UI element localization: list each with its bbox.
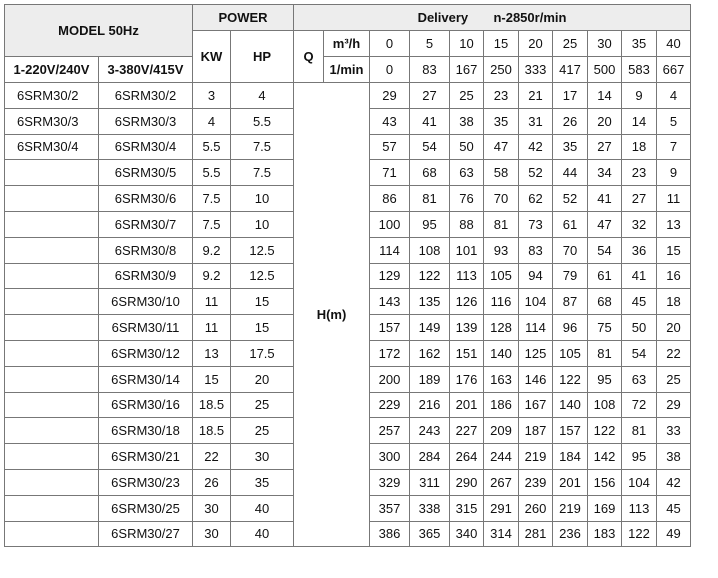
- head-value-cell: 113: [622, 495, 657, 521]
- hp-cell: 25: [231, 392, 294, 418]
- head-value-cell: 239: [519, 469, 553, 495]
- hp-cell: 7.5: [231, 134, 294, 160]
- kw-cell: 26: [193, 469, 231, 495]
- head-value-cell: 47: [588, 211, 622, 237]
- hp-cell: 7.5: [231, 160, 294, 186]
- head-value-cell: 54: [622, 340, 657, 366]
- model-3phase-cell: 6SRM30/2: [99, 83, 193, 109]
- head-value-cell: 314: [484, 521, 519, 547]
- head-value-cell: 25: [657, 366, 691, 392]
- head-value-cell: 243: [410, 418, 450, 444]
- hp-cell: 10: [231, 211, 294, 237]
- head-value-cell: 62: [519, 186, 553, 212]
- head-value-cell: 54: [588, 237, 622, 263]
- model-1phase-cell: [5, 392, 99, 418]
- head-value-cell: 72: [622, 392, 657, 418]
- hp-cell: 35: [231, 469, 294, 495]
- head-value-cell: 43: [370, 108, 410, 134]
- model-3phase-cell: 6SRM30/23: [99, 469, 193, 495]
- model-3phase-cell: 6SRM30/3: [99, 108, 193, 134]
- head-value-cell: 94: [519, 263, 553, 289]
- head-value-cell: 183: [588, 521, 622, 547]
- head-value-cell: 143: [370, 289, 410, 315]
- kw-cell: 11: [193, 289, 231, 315]
- head-value-cell: 41: [622, 263, 657, 289]
- flow-lmin-cell: 333: [519, 57, 553, 83]
- kw-cell: 11: [193, 315, 231, 341]
- model-1phase-cell: [5, 469, 99, 495]
- header-row-1: [5, 5, 691, 31]
- head-value-cell: 93: [484, 237, 519, 263]
- head-value-cell: 70: [553, 237, 588, 263]
- head-value-cell: 26: [553, 108, 588, 134]
- head-value-cell: 386: [370, 521, 410, 547]
- model-1phase-cell: 6SRM30/2: [5, 83, 99, 109]
- model-1phase-cell: [5, 366, 99, 392]
- flow-m3h-cell: 20: [519, 31, 553, 57]
- hp-cell: 12.5: [231, 237, 294, 263]
- head-value-cell: 104: [622, 469, 657, 495]
- head-value-cell: 139: [450, 315, 484, 341]
- model-1phase-cell: [5, 160, 99, 186]
- model-3phase-cell: 6SRM30/16: [99, 392, 193, 418]
- head-value-cell: 25: [450, 83, 484, 109]
- flow-lmin-cell: 0: [370, 57, 410, 83]
- head-value-cell: 108: [410, 237, 450, 263]
- head-value-cell: 157: [370, 315, 410, 341]
- head-value-cell: 81: [484, 211, 519, 237]
- head-value-cell: 16: [657, 263, 691, 289]
- model-3phase-cell: 6SRM30/14: [99, 366, 193, 392]
- kw-cell: 13: [193, 340, 231, 366]
- head-value-cell: 163: [484, 366, 519, 392]
- head-value-cell: 116: [484, 289, 519, 315]
- head-value-cell: 201: [553, 469, 588, 495]
- head-value-cell: 17: [553, 83, 588, 109]
- head-value-cell: 135: [410, 289, 450, 315]
- head-value-cell: 45: [657, 495, 691, 521]
- kw-cell: 5.5: [193, 160, 231, 186]
- head-value-cell: 22: [657, 340, 691, 366]
- head-value-cell: 76: [450, 186, 484, 212]
- kw-cell: 7.5: [193, 186, 231, 212]
- head-value-cell: 13: [657, 211, 691, 237]
- head-value-cell: 100: [370, 211, 410, 237]
- hp-cell: 40: [231, 521, 294, 547]
- delivery-header: [294, 5, 691, 31]
- model-3phase-cell: 6SRM30/7: [99, 211, 193, 237]
- head-value-cell: 58: [484, 160, 519, 186]
- model-1phase-cell: 6SRM30/4: [5, 134, 99, 160]
- head-value-cell: 42: [657, 469, 691, 495]
- head-value-cell: 38: [657, 444, 691, 470]
- head-value-cell: 75: [588, 315, 622, 341]
- head-value-cell: 79: [553, 263, 588, 289]
- head-value-cell: 140: [553, 392, 588, 418]
- head-value-cell: 149: [410, 315, 450, 341]
- pump-performance-table: [4, 4, 691, 547]
- head-value-cell: 87: [553, 289, 588, 315]
- head-value-cell: 42: [519, 134, 553, 160]
- head-value-cell: 176: [450, 366, 484, 392]
- head-value-cell: 45: [622, 289, 657, 315]
- head-value-cell: 105: [553, 340, 588, 366]
- head-value-cell: 315: [450, 495, 484, 521]
- head-value-cell: 50: [622, 315, 657, 341]
- head-value-cell: 14: [622, 108, 657, 134]
- head-value-cell: 34: [588, 160, 622, 186]
- model-3phase-cell: 6SRM30/8: [99, 237, 193, 263]
- head-value-cell: 29: [370, 83, 410, 109]
- head-label: H(m): [294, 83, 370, 547]
- head-value-cell: 365: [410, 521, 450, 547]
- head-value-cell: 23: [484, 83, 519, 109]
- head-value-cell: 219: [553, 495, 588, 521]
- flow-m3h-cell: 5: [410, 31, 450, 57]
- head-value-cell: 68: [410, 160, 450, 186]
- head-value-cell: 311: [410, 469, 450, 495]
- head-value-cell: 88: [450, 211, 484, 237]
- head-value-cell: 9: [657, 160, 691, 186]
- head-value-cell: 52: [519, 160, 553, 186]
- model-3phase-cell: 6SRM30/10: [99, 289, 193, 315]
- head-value-cell: 114: [370, 237, 410, 263]
- head-value-cell: 32: [622, 211, 657, 237]
- head-value-cell: 140: [484, 340, 519, 366]
- head-value-cell: 47: [484, 134, 519, 160]
- head-value-cell: 122: [588, 418, 622, 444]
- head-value-cell: 267: [484, 469, 519, 495]
- head-value-cell: 20: [588, 108, 622, 134]
- head-value-cell: 300: [370, 444, 410, 470]
- flow-lmin-cell: 167: [450, 57, 484, 83]
- head-value-cell: 38: [450, 108, 484, 134]
- head-value-cell: 126: [450, 289, 484, 315]
- head-value-cell: 169: [588, 495, 622, 521]
- flow-m3h-cell: 0: [370, 31, 410, 57]
- head-value-cell: 81: [588, 340, 622, 366]
- model-3phase-cell: 6SRM30/4: [99, 134, 193, 160]
- head-value-cell: 260: [519, 495, 553, 521]
- kw-cell: 3: [193, 83, 231, 109]
- head-value-cell: 7: [657, 134, 691, 160]
- model-1phase-cell: [5, 495, 99, 521]
- head-value-cell: 18: [622, 134, 657, 160]
- head-value-cell: 11: [657, 186, 691, 212]
- head-value-cell: 96: [553, 315, 588, 341]
- head-value-cell: 291: [484, 495, 519, 521]
- head-value-cell: 229: [370, 392, 410, 418]
- kw-cell: 7.5: [193, 211, 231, 237]
- head-value-cell: 244: [484, 444, 519, 470]
- head-value-cell: 227: [450, 418, 484, 444]
- head-value-cell: 61: [588, 263, 622, 289]
- head-value-cell: 284: [410, 444, 450, 470]
- head-value-cell: 44: [553, 160, 588, 186]
- head-value-cell: 162: [410, 340, 450, 366]
- flow-m3h-cell: 30: [588, 31, 622, 57]
- head-value-cell: 146: [519, 366, 553, 392]
- hp-header: HP: [231, 31, 294, 83]
- head-value-cell: 95: [410, 211, 450, 237]
- phase3-header: [99, 57, 193, 83]
- head-value-cell: 236: [553, 521, 588, 547]
- head-value-cell: 128: [484, 315, 519, 341]
- head-value-cell: 9: [622, 83, 657, 109]
- spec-table-container: [4, 4, 691, 547]
- table-row: [5, 83, 691, 109]
- model-1phase-cell: [5, 521, 99, 547]
- head-value-cell: 41: [588, 186, 622, 212]
- head-value-cell: 105: [484, 263, 519, 289]
- hp-cell: 12.5: [231, 263, 294, 289]
- head-value-cell: 114: [519, 315, 553, 341]
- head-value-cell: 172: [370, 340, 410, 366]
- model-1phase-cell: [5, 237, 99, 263]
- head-value-cell: 125: [519, 340, 553, 366]
- hp-cell: 5.5: [231, 108, 294, 134]
- head-value-cell: 14: [588, 83, 622, 109]
- head-value-cell: 27: [410, 83, 450, 109]
- head-value-cell: 4: [657, 83, 691, 109]
- head-value-cell: 95: [588, 366, 622, 392]
- head-value-cell: 329: [370, 469, 410, 495]
- head-value-cell: 27: [588, 134, 622, 160]
- head-value-cell: 68: [588, 289, 622, 315]
- head-value-cell: 184: [553, 444, 588, 470]
- model-3phase-cell: 6SRM30/11: [99, 315, 193, 341]
- head-value-cell: 61: [553, 211, 588, 237]
- model-1phase-cell: [5, 340, 99, 366]
- head-value-cell: 27: [622, 186, 657, 212]
- model-3phase-cell: 6SRM30/12: [99, 340, 193, 366]
- head-value-cell: 41: [410, 108, 450, 134]
- head-value-cell: 15: [657, 237, 691, 263]
- head-value-cell: 49: [657, 521, 691, 547]
- speed-label: n-2850r/min: [493, 10, 567, 25]
- hp-cell: 40: [231, 495, 294, 521]
- head-value-cell: 264: [450, 444, 484, 470]
- flow-lmin-cell: 583: [622, 57, 657, 83]
- head-value-cell: 70: [484, 186, 519, 212]
- delivery-label: Delivery: [417, 10, 469, 25]
- hp-cell: 25: [231, 418, 294, 444]
- flow-m3h-cell: 35: [622, 31, 657, 57]
- flow-lmin-cell: 417: [553, 57, 588, 83]
- head-value-cell: 357: [370, 495, 410, 521]
- head-value-cell: 156: [588, 469, 622, 495]
- unit-m3h-label: m³/h: [324, 31, 370, 57]
- kw-cell: 22: [193, 444, 231, 470]
- hp-cell: 17.5: [231, 340, 294, 366]
- head-value-cell: 122: [622, 521, 657, 547]
- head-value-cell: 201: [450, 392, 484, 418]
- kw-cell: 9.2: [193, 263, 231, 289]
- kw-cell: 30: [193, 495, 231, 521]
- model-1phase-cell: [5, 289, 99, 315]
- hp-cell: 15: [231, 289, 294, 315]
- head-value-cell: 338: [410, 495, 450, 521]
- model-3phase-cell: 6SRM30/27: [99, 521, 193, 547]
- head-value-cell: 104: [519, 289, 553, 315]
- flow-lmin-cell: 83: [410, 57, 450, 83]
- flow-m3h-cell: 15: [484, 31, 519, 57]
- kw-cell: 5.5: [193, 134, 231, 160]
- power-header: POWER: [193, 5, 294, 31]
- head-value-cell: 167: [519, 392, 553, 418]
- head-value-cell: 33: [657, 418, 691, 444]
- model-1phase-cell: [5, 444, 99, 470]
- head-value-cell: 81: [410, 186, 450, 212]
- head-value-cell: 186: [484, 392, 519, 418]
- kw-cell: 9.2: [193, 237, 231, 263]
- flow-m3h-cell: 25: [553, 31, 588, 57]
- hp-cell: 15: [231, 315, 294, 341]
- head-value-cell: 36: [622, 237, 657, 263]
- model-1phase-cell: [5, 263, 99, 289]
- head-value-cell: 142: [588, 444, 622, 470]
- head-value-cell: 113: [450, 263, 484, 289]
- model-3phase-cell: 6SRM30/18: [99, 418, 193, 444]
- head-value-cell: 29: [657, 392, 691, 418]
- model-1phase-cell: 6SRM30/3: [5, 108, 99, 134]
- unit-lmin-label: 1/min: [324, 57, 370, 83]
- phase3-label: 3-380V/415V: [107, 61, 184, 77]
- model-3phase-cell: 6SRM30/21: [99, 444, 193, 470]
- head-value-cell: 20: [657, 315, 691, 341]
- model-header: MODEL 50Hz: [5, 5, 193, 57]
- head-value-cell: 129: [370, 263, 410, 289]
- flow-m3h-cell: 40: [657, 31, 691, 57]
- model-1phase-cell: [5, 186, 99, 212]
- hp-cell: 30: [231, 444, 294, 470]
- head-value-cell: 257: [370, 418, 410, 444]
- model-3phase-cell: 6SRM30/9: [99, 263, 193, 289]
- flow-lmin-cell: 667: [657, 57, 691, 83]
- kw-cell: 15: [193, 366, 231, 392]
- kw-cell: 4: [193, 108, 231, 134]
- head-value-cell: 122: [553, 366, 588, 392]
- head-value-cell: 81: [622, 418, 657, 444]
- head-value-cell: 31: [519, 108, 553, 134]
- head-value-cell: 52: [553, 186, 588, 212]
- model-1phase-cell: [5, 418, 99, 444]
- head-value-cell: 200: [370, 366, 410, 392]
- kw-cell: 30: [193, 521, 231, 547]
- head-value-cell: 108: [588, 392, 622, 418]
- head-value-cell: 57: [370, 134, 410, 160]
- kw-cell: 18.5: [193, 392, 231, 418]
- flow-lmin-cell: 500: [588, 57, 622, 83]
- hp-cell: 10: [231, 186, 294, 212]
- head-value-cell: 71: [370, 160, 410, 186]
- head-value-cell: 83: [519, 237, 553, 263]
- model-3phase-cell: 6SRM30/25: [99, 495, 193, 521]
- flow-lmin-cell: 250: [484, 57, 519, 83]
- q-header: Q: [294, 31, 324, 83]
- phase1-label: 1-220V/240V: [13, 61, 90, 77]
- head-value-cell: 18: [657, 289, 691, 315]
- flow-m3h-cell: 10: [450, 31, 484, 57]
- head-value-cell: 290: [450, 469, 484, 495]
- head-value-cell: 209: [484, 418, 519, 444]
- head-value-cell: 63: [622, 366, 657, 392]
- head-value-cell: 189: [410, 366, 450, 392]
- model-3phase-cell: 6SRM30/5: [99, 160, 193, 186]
- model-1phase-cell: [5, 315, 99, 341]
- kw-header: KW: [193, 31, 231, 83]
- hp-cell: 4: [231, 83, 294, 109]
- head-value-cell: 23: [622, 160, 657, 186]
- head-value-cell: 54: [410, 134, 450, 160]
- kw-cell: 18.5: [193, 418, 231, 444]
- head-value-cell: 35: [553, 134, 588, 160]
- head-value-cell: 340: [450, 521, 484, 547]
- head-value-cell: 63: [450, 160, 484, 186]
- head-value-cell: 187: [519, 418, 553, 444]
- head-value-cell: 50: [450, 134, 484, 160]
- head-value-cell: 101: [450, 237, 484, 263]
- head-value-cell: 73: [519, 211, 553, 237]
- head-value-cell: 35: [484, 108, 519, 134]
- head-value-cell: 157: [553, 418, 588, 444]
- model-3phase-cell: 6SRM30/6: [99, 186, 193, 212]
- head-value-cell: 151: [450, 340, 484, 366]
- head-value-cell: 86: [370, 186, 410, 212]
- phase1-header: [5, 57, 99, 83]
- head-value-cell: 95: [622, 444, 657, 470]
- head-value-cell: 219: [519, 444, 553, 470]
- model-1phase-cell: [5, 211, 99, 237]
- head-value-cell: 21: [519, 83, 553, 109]
- head-value-cell: 122: [410, 263, 450, 289]
- head-value-cell: 5: [657, 108, 691, 134]
- head-value-cell: 216: [410, 392, 450, 418]
- head-value-cell: 281: [519, 521, 553, 547]
- hp-cell: 20: [231, 366, 294, 392]
